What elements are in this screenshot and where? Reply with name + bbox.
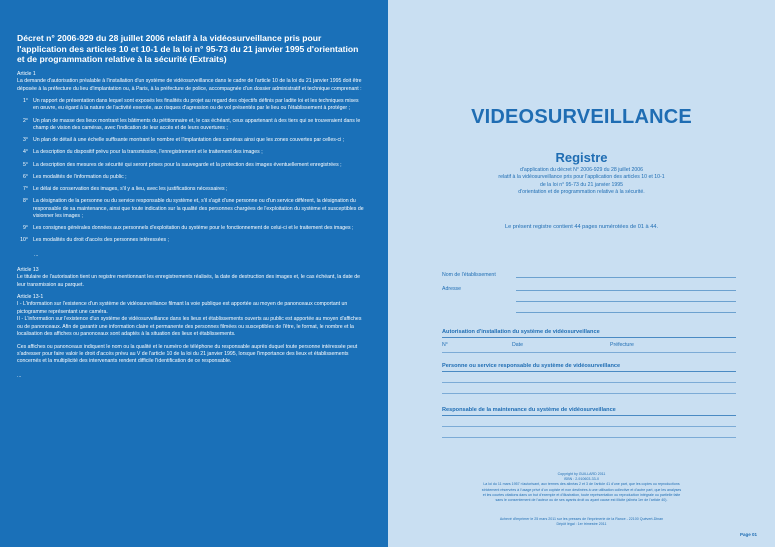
list-item: 4° La description du dispositif prévu pour la transmission, l'enregistrement et le traitement des images ; bbox=[23, 149, 263, 156]
copyright-notice: Copyright by GUILLARD 2011 ISBN : 2-910603-33-X La loi du 11 mars 1957 n'autorisant, aux termes des alinéas 2 et 3 de l'article 41 d'une part, que les copies ou reproductions strictement réservées à l'usage privé d'un copiste et non destinées à une utilisation collective et d'autre part, que les analyses et les courtes citations dans un but d'exemple et d'illustration, toute représentation ou reproduction intégrale ou partielle faite sans le consentement de l'auteur ou de ses ayants droit ou ayant cause est illicite (alinéa 1er de l'article 40). bbox=[481, 472, 682, 503]
article-13-1-para-1: I - L'information sur l'existence d'un système de vidéosurveillance filmant la voie publique est apportée au moyen de panonceaux comportant un pictogramme représentant une caméra. bbox=[17, 301, 348, 315]
adresse-label: Adresse bbox=[442, 286, 462, 292]
resp-field-line-2[interactable] bbox=[442, 393, 736, 394]
list-item: 3° Un plan de détail à une échelle suffisante montrant le nombre et l'implantation des caméras ainsi que les zones couvertes par celles-ci ; bbox=[23, 137, 345, 144]
registre-subtitle: d'application du décret N° 2006-929 du 28 juillet 2006 relatif à la vidéosurveillance pris pour l'application des articles 10 et 10-1 de la loi n° 95-73 du 21 janvier 1995 d'orientation et de programmation relative à la sécurité. bbox=[498, 167, 665, 195]
pages-note: Le présent registre contient 44 pages numérotées de 01 à 44. bbox=[505, 224, 658, 230]
maint-rule bbox=[442, 415, 736, 416]
auth-rule bbox=[442, 337, 736, 338]
right-page bbox=[388, 0, 775, 547]
maint-field-line-2[interactable] bbox=[442, 437, 736, 438]
ellipsis: ... bbox=[34, 251, 39, 258]
page-number: Page 01 bbox=[739, 532, 757, 537]
list-item: 9° Les consignes générales données aux personnels d'exploitation du système pour le fonctionnement de celui-ci et le traitement des images ; bbox=[23, 225, 354, 232]
list-item: 1° Un rapport de présentation dans lequel sont exposés les finalités du projet au regard des objectifs définis par ladite loi et les techniques mises en œuvre, eu égard à la nature de l'activité exercée, aux risques d'agression ou de vol présentés par le lieu ou l'établissement à protéger ; bbox=[23, 98, 359, 112]
article-13-1-para-3: Ces affiches ou panonceaux indiquent le nom ou la qualité et le numéro de téléphone du responsable auprès duquel toute personne intéressée peut s'adresser pour faire valoir le droit d'accès prévu au V de l'article 10 de la loi du 21 janvier 1995, lorsque l'importance des lieux et établissements concernés et la multiplicité des intervenants rendent difficile l'identification de ce responsable. bbox=[17, 343, 358, 365]
adresse-field-line-2[interactable] bbox=[516, 301, 736, 302]
auth-num-label: N° bbox=[442, 342, 448, 348]
decree-title: Décret n° 2006-929 du 28 juillet 2006 relatif à la vidéosurveillance pris pour l'application des articles 10 et 10-1 de la loi n° 95-73 du 21 janvier 1995 d'orientation et de programmation relative à la sécurité (Extraits) bbox=[17, 33, 359, 65]
auth-date-label: Date bbox=[512, 342, 523, 348]
resp-heading: Personne ou service responsable du système de vidéosurveillance bbox=[442, 363, 621, 369]
article-13-heading: Article 13 bbox=[17, 266, 39, 273]
maint-heading: Responsable de la maintenance du système de vidéosurveillance bbox=[442, 407, 616, 413]
list-item: 7° Le délai de conservation des images, s'il y a lieu, avec les justifications nécessaires ; bbox=[23, 186, 228, 193]
article-13-1-para-2: II - L'information sur l'existence d'un système de vidéosurveillance dans les lieux et établissements ouverts au public est apportée au moyen d'affiches ou de panonceaux. Afin de garantir une information claire et permanente des personnes filmées ou susceptibles de l'être, le format, le nombre et la localisation des affiches ou panonceaux sont adaptés à la situation des lieux et établissements. bbox=[17, 316, 362, 338]
article-13-text: Le titulaire de l'autorisation tient un registre mentionnant les enregistrements réalisés, la date de destruction des images et, le cas échéant, la date de leur transmission au parquet. bbox=[17, 274, 360, 288]
resp-rule bbox=[442, 371, 736, 372]
adresse-field-line-1[interactable] bbox=[516, 290, 736, 291]
list-item: 8° La désignation de la personne ou du service responsable du système et, s'il s'agit d'une personne ou d'un service différent, la désignation du responsable de sa maintenance, ainsi que toute indication sur la qualité des personnes chargées de l'exploitation du système et susceptibles de visionner les images ; bbox=[23, 198, 364, 220]
main-title: VIDEOSURVEILLANCE bbox=[471, 106, 692, 128]
adresse-field-line-3[interactable] bbox=[516, 312, 736, 313]
list-item: 10° Les modalités du droit d'accès des personnes intéressées ; bbox=[20, 237, 169, 244]
auth-field-line[interactable] bbox=[442, 352, 736, 353]
auth-heading: Autorisation d'installation du système de vidéosurveillance bbox=[442, 329, 600, 335]
list-item: 5° La description des mesures de sécurité qui seront prises pour la sauvegarde et la protection des images éventuellement enregistrées ; bbox=[23, 161, 342, 168]
auth-prefecture-label: Préfecture bbox=[610, 342, 634, 348]
list-item: 6° Les modalités de l'information du public ; bbox=[23, 173, 127, 180]
registre-title: Registre bbox=[555, 150, 608, 165]
maint-field-line-1[interactable] bbox=[442, 426, 736, 427]
etablissement-field[interactable] bbox=[516, 277, 736, 278]
article-1-heading: Article 1 bbox=[17, 70, 36, 77]
resp-field-line-1[interactable] bbox=[442, 382, 736, 383]
article-1-items bbox=[17, 98, 364, 245]
ellipsis-end: ... bbox=[17, 372, 22, 379]
article-1-intro: La demande d'autorisation préalable à l'installation d'un système de vidéosurveillance dans le cadre de l'article 10 de la loi du 21 janvier 1995 doit être déposée à la préfecture du lieu d'implantation ou, à Paris, à la préfecture de police, accompagnée d'un dossier administratif et technique comprenant : bbox=[17, 78, 362, 92]
article-13-1-heading: Article 13-1 bbox=[17, 294, 44, 301]
list-item: 2° Un plan de masse des lieux montrant les bâtiments du pétitionnaire et, le cas échéant, ceux appartenant à des tiers qui se trouveraient dans le champ de vision des caméras, avec l'indication de leur accès et de leurs ouvertures ; bbox=[23, 117, 361, 132]
etablissement-label: Nom de l'établissement bbox=[442, 272, 496, 278]
printing-notice: Achevé d'imprimer le 25 mars 2011 sur les presses de l'imprimerie de la Rance - 22100 Quévert-Dinan Dépôt légal : 1er trimestre 2011 bbox=[499, 517, 664, 527]
